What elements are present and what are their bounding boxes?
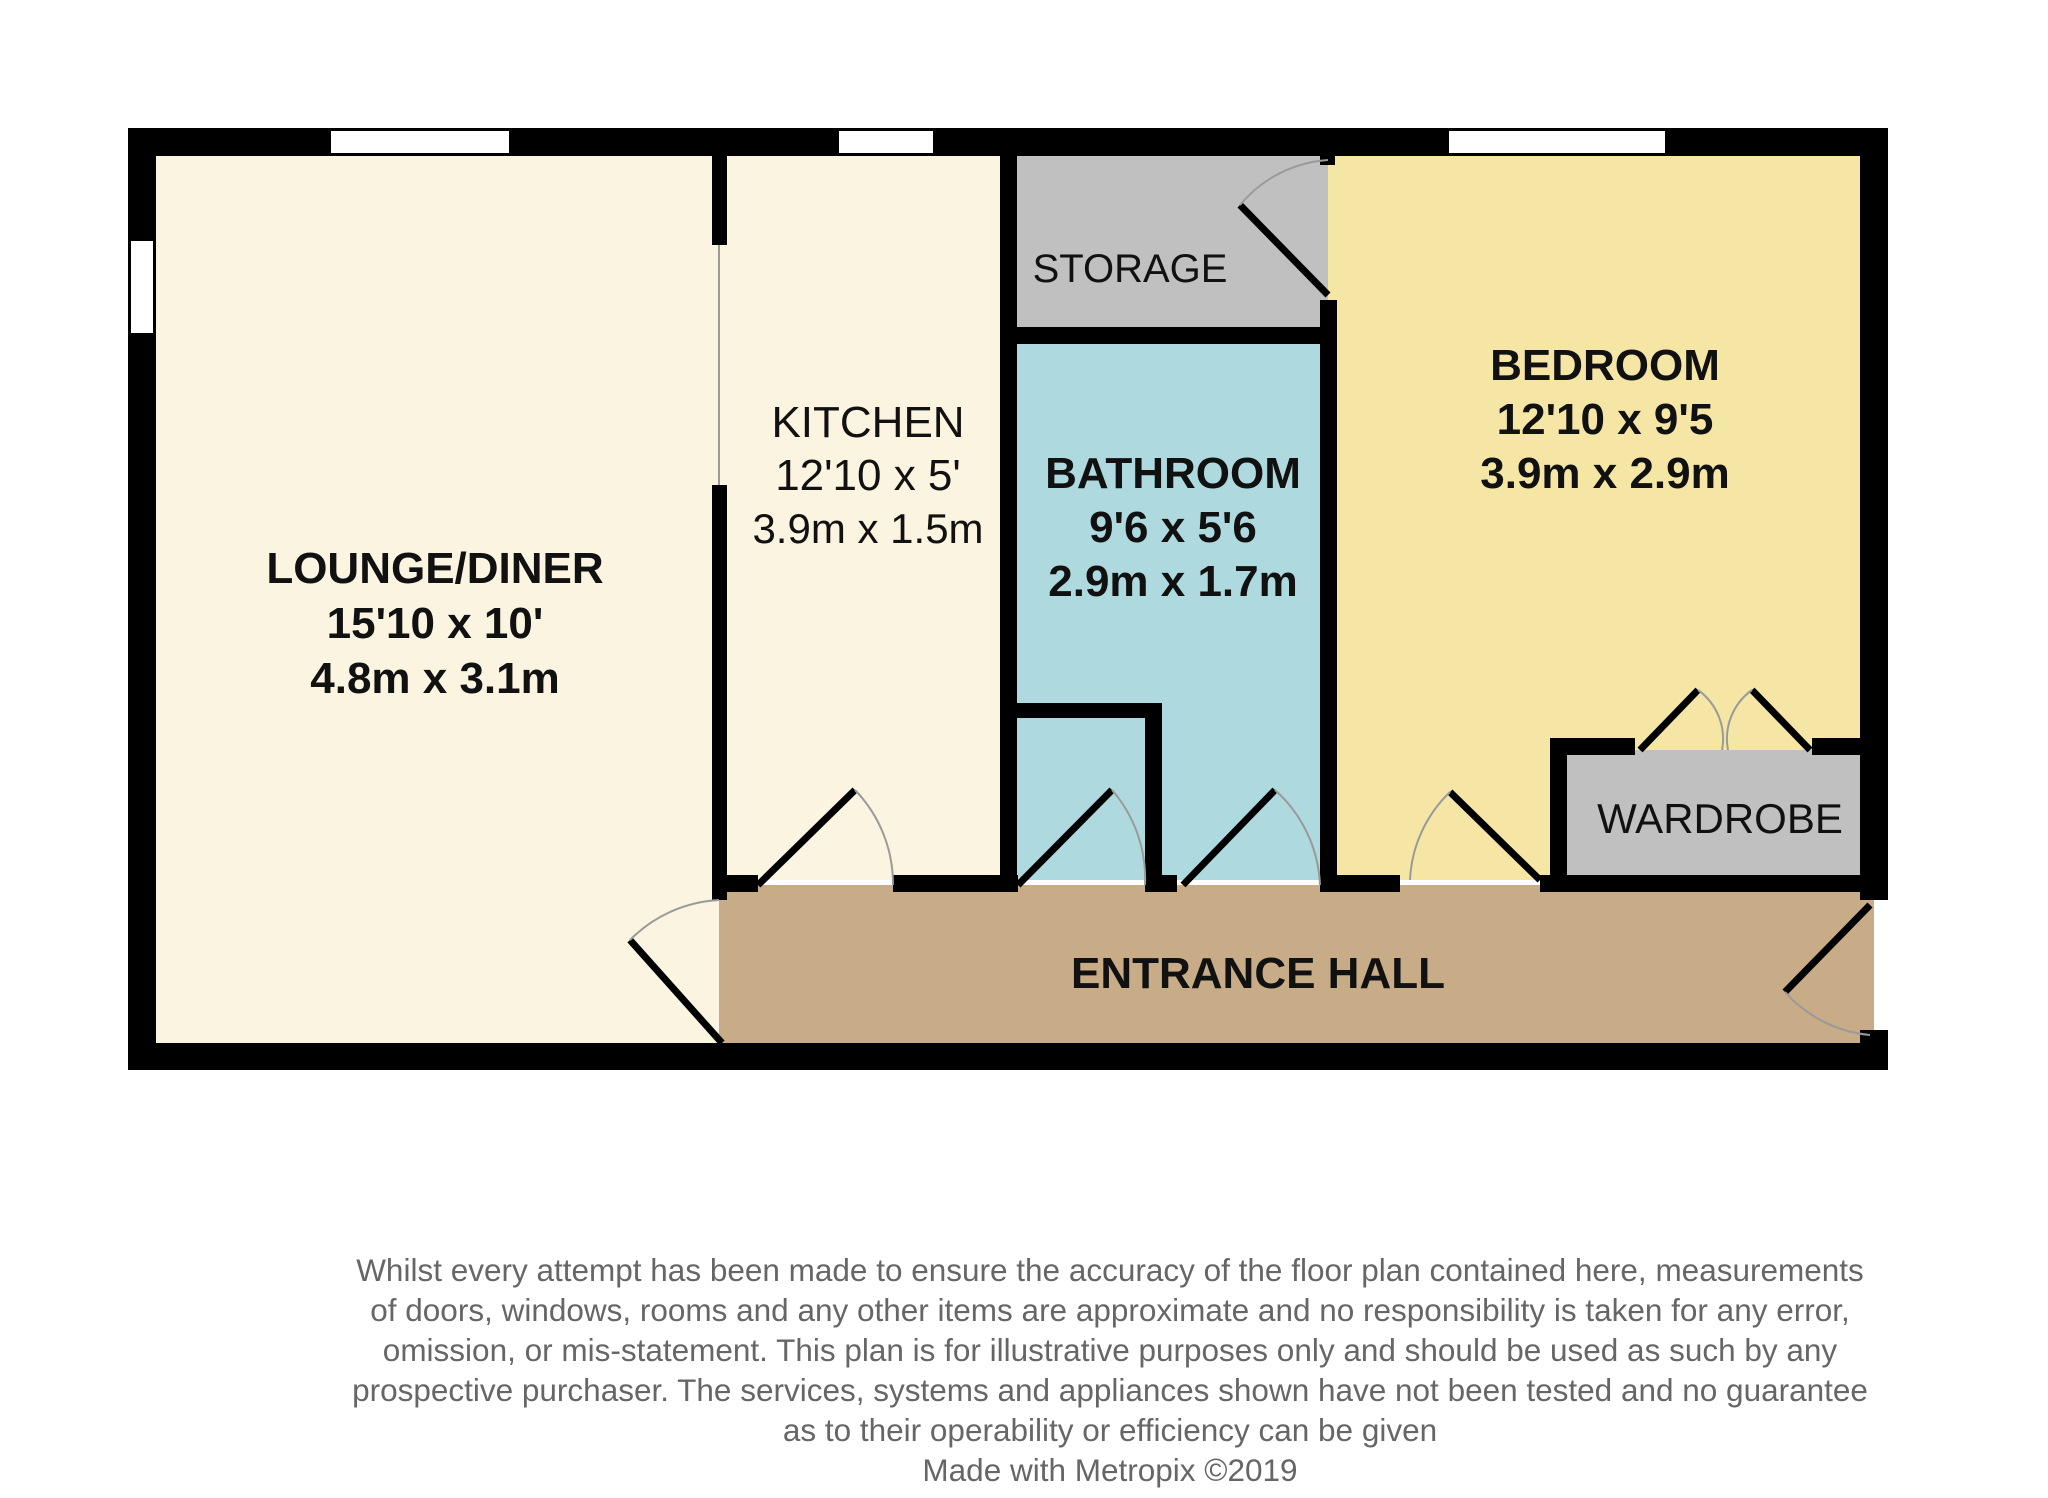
kitchen-metric: 3.9m x 1.5m — [752, 505, 984, 552]
bedroom-imperial: 12'10 x 9'5 — [1496, 395, 1714, 444]
kitchen-imperial: 12'10 x 5' — [775, 451, 961, 500]
kitchen-label — [752, 398, 983, 552]
lounge-diner-name: LOUNGE/DINER — [266, 544, 604, 593]
disclaimer-line: Whilst every attempt has been made to ensure the accuracy of the floor plan contained here, measurements — [356, 1252, 1864, 1288]
disclaimer-line: omission, or mis-statement. This plan is for illustrative purposes only and should be used as such by any — [382, 1332, 1838, 1368]
bathroom-area — [1013, 340, 1328, 880]
bedroom-name: BEDROOM — [1490, 341, 1720, 390]
kitchen-name: KITCHEN — [771, 398, 965, 447]
disclaimer-line: prospective purchaser. The services, systems and appliances shown have not been tested and no guarantee — [352, 1372, 1868, 1408]
bathroom-metric: 2.9m x 1.7m — [1048, 557, 1298, 606]
wardrobe-label: WARDROBE — [1597, 795, 1843, 842]
lounge-diner-metric: 4.8m x 3.1m — [310, 654, 560, 703]
bedroom-metric: 3.9m x 2.9m — [1480, 449, 1730, 498]
credit-line: Made with Metropix ©2019 — [922, 1452, 1298, 1488]
lounge-diner-imperial: 15'10 x 10' — [326, 599, 544, 648]
disclaimer-line: of doors, windows, rooms and any other items are approximate and no responsibility is taken for any error, — [370, 1292, 1850, 1328]
disclaimer-line: as to their operability or efficiency can be given — [782, 1412, 1438, 1448]
bathroom-imperial: 9'6 x 5'6 — [1089, 503, 1257, 552]
bathroom-name: BATHROOM — [1045, 449, 1301, 498]
bedroom-label — [1480, 341, 1730, 498]
entrance-hall-label: ENTRANCE HALL — [1071, 949, 1445, 998]
storage-label: STORAGE — [1032, 247, 1228, 291]
disclaimer — [240, 1250, 1980, 1490]
